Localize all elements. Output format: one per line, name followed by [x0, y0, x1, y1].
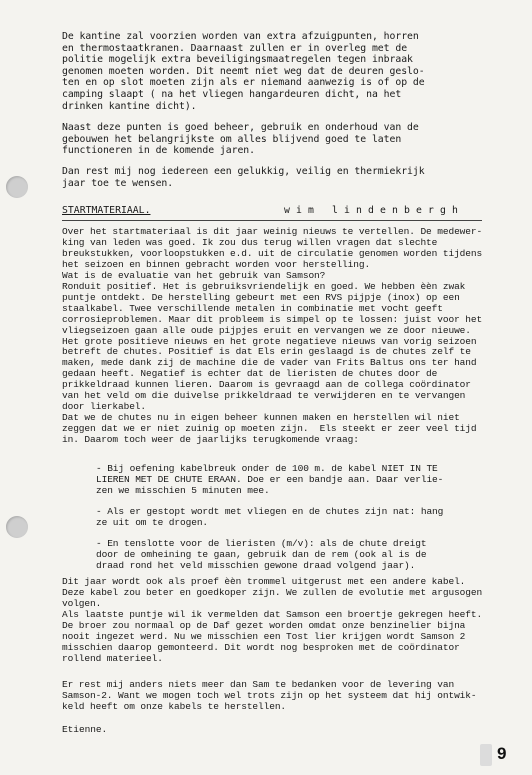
text-line: - En tenslotte voor de lieristen (m/v): als de chute dreigt	[96, 537, 427, 549]
text-line: drinken kantine dicht).	[62, 100, 197, 112]
text-line: Deze kabel zou beter en goedkoper zijn. We zullen de evolutie met argusogen	[62, 586, 483, 598]
text-line: in. Daarom toch weer de jaarlijks terugkomende vraag:	[62, 434, 359, 446]
text-line: Over het startmateriaal is dit jaar weinig nieuws te vertellen. De medewer-	[62, 226, 483, 237]
text-line: gebouwen het belangrijkste om alles blijvend goed te laten	[62, 133, 402, 145]
text-line: zen we misschien 5 minuten mee.	[96, 484, 270, 496]
punch-hole	[6, 176, 28, 198]
text-line: corrosieproblemen. Maar dit probleem is simpel op te lossen: juist voor het	[62, 313, 483, 325]
text-line: king van leden was goed. Ik zou dus terug willen vragen dat slechte	[62, 236, 438, 248]
text-line: betreft de chutes. Positief is dat Els erin geslaagd is de chutes zelf te	[62, 346, 471, 358]
startmateriaal-body	[62, 227, 482, 446]
heading-rule	[62, 220, 482, 221]
text-line: keld heeft om onze kabels te herstellen.	[62, 700, 287, 712]
text-line: maken, mede dank zij de machine die de vader van Frits Baltus ons ter hand	[62, 357, 477, 369]
text-line: Als laatste puntje wil ik vermelden dat Samson een broertje gekregen heeft.	[62, 608, 483, 620]
text-line: het seizoen en binnen gebracht worden voor herstelling.	[62, 258, 371, 270]
text-line: en thermostaatkranen. Daarnaast zullen er in overleg met de	[62, 42, 408, 54]
text-line: Dit jaar wordt ook als proef èèn trommel uitgerust met een andere kabel.	[62, 576, 466, 587]
request-list	[96, 464, 443, 572]
text-line: Het grote positieve nieuws en het grote negatieve nieuws van vorig seizoen	[62, 335, 477, 347]
text-line: camping slaapt ( na het vliegen hangardeuren dicht, na het	[62, 88, 402, 100]
section-author: wim lindenbergh	[284, 205, 464, 216]
text-line: gedaan heeft. Negatief is echter dat de lieristen de chutes door de	[62, 368, 438, 380]
text-line: vliegseizoen gaan alle oude pijpjes eruit en vervangen we ze door nieuwe.	[62, 324, 471, 336]
page-tab	[480, 744, 492, 766]
text-line: draad rond het veld misschien gewone draad volgend jaar).	[96, 559, 416, 571]
text-line: Dan rest mij nog iedereen een gelukkig, veilig en thermiekrijk	[62, 166, 425, 177]
page-number: 9	[497, 744, 507, 763]
closing-paragraph	[62, 680, 476, 713]
text-line: door lierkabel.	[62, 401, 147, 413]
wishes-paragraph	[62, 166, 425, 189]
text-line: ze uit om te drogen.	[96, 516, 209, 528]
request-item	[96, 539, 443, 572]
text-line: Samson-2. Want we mogen toch wel trots zijn op het systeem dat hij ontwik-	[62, 689, 477, 701]
text-line: jaar toe te wensen.	[62, 177, 174, 189]
text-line: Er rest mij anders niets meer dan Sam te bedanken voor de levering van	[62, 679, 455, 690]
section-title: STARTMATERIAAL.	[62, 205, 151, 216]
punch-hole	[6, 516, 28, 538]
text-line: puntje ontdekt. De herstelling gebeurt met een RVS pijpje (inox) op een	[62, 291, 460, 303]
text-line: politie mogelijk extra beveiligingsmaatregelen tegen inbraak	[62, 54, 413, 66]
intro-paragraph	[62, 31, 425, 112]
text-line: - Als er gestopt wordt met vliegen en de chutes zijn nat: hang	[96, 505, 444, 517]
maintenance-paragraph	[62, 122, 419, 157]
text-line: zeggen dat we er niet zuinig op moeten zijn. Els steekt er zeer veel tijd	[62, 423, 477, 435]
text-line: nooit ingezet werd. Nu we misschien een Tost lier krijgen wordt Samson 2	[62, 630, 466, 642]
request-item	[96, 507, 443, 529]
text-line: breukstukken, voorloopstukken e.d. uit de circulatie genomen worden tijdens	[62, 247, 483, 259]
text-line: van het veld om die duivelse prikkeldraad te verwijderen en te vervangen	[62, 390, 466, 402]
signature: Etienne.	[62, 724, 108, 735]
cable-paragraph	[62, 577, 482, 665]
text-line: volgen.	[62, 597, 102, 609]
text-line: door de omheining te gaan, gebruik dan de rem (ook al is de	[96, 548, 427, 560]
text-line: Dat we de chutes nu in eigen beheer kunnen maken en herstellen wil niet	[62, 412, 460, 424]
text-line: De kantine zal voorzien worden van extra afzuigpunten, horren	[62, 31, 419, 42]
text-line: genomen moeten worden. Dit neemt niet weg dat de deuren geslo-	[62, 65, 425, 77]
text-line: Naast deze punten is goed beheer, gebruik en onderhoud van de	[62, 122, 419, 133]
text-line: ten en op slot moeten zijn als er niemand aanwezig is of op de	[62, 77, 425, 89]
text-line: De broer zou normaal op de Daf gezet worden omdat onze benzinelier bijna	[62, 619, 466, 631]
section-heading	[62, 205, 482, 219]
request-item	[96, 464, 443, 497]
text-line: misschien daarop gemonteerd. Dit wordt nog besproken met de coördinator	[62, 641, 460, 653]
text-line: rollend materieel.	[62, 652, 163, 664]
text-line: - Bij oefening kabelbreuk onder de 100 m. de kabel NIET IN TE	[96, 463, 438, 474]
text-line: Wat is de evaluatie van het gebruik van Samson?	[62, 269, 326, 281]
text-line: functioneren in de komende jaren.	[62, 145, 255, 157]
text-line: LIEREN MET DE CHUTE ERAAN. Doe er een bandje aan. Daar verlie-	[96, 473, 444, 485]
text-line: staalkabel. Twee verschillende metalen in combinatie met vocht geeft	[62, 302, 443, 314]
text-line: Ronduit positief. Het is gebruiksvriendelijk en goed. We hebben èèn zwak	[62, 280, 466, 292]
text-line: prikkeldraad kunnen lieren. Daarom is gevraagd aan de collega coördinator	[62, 379, 471, 391]
